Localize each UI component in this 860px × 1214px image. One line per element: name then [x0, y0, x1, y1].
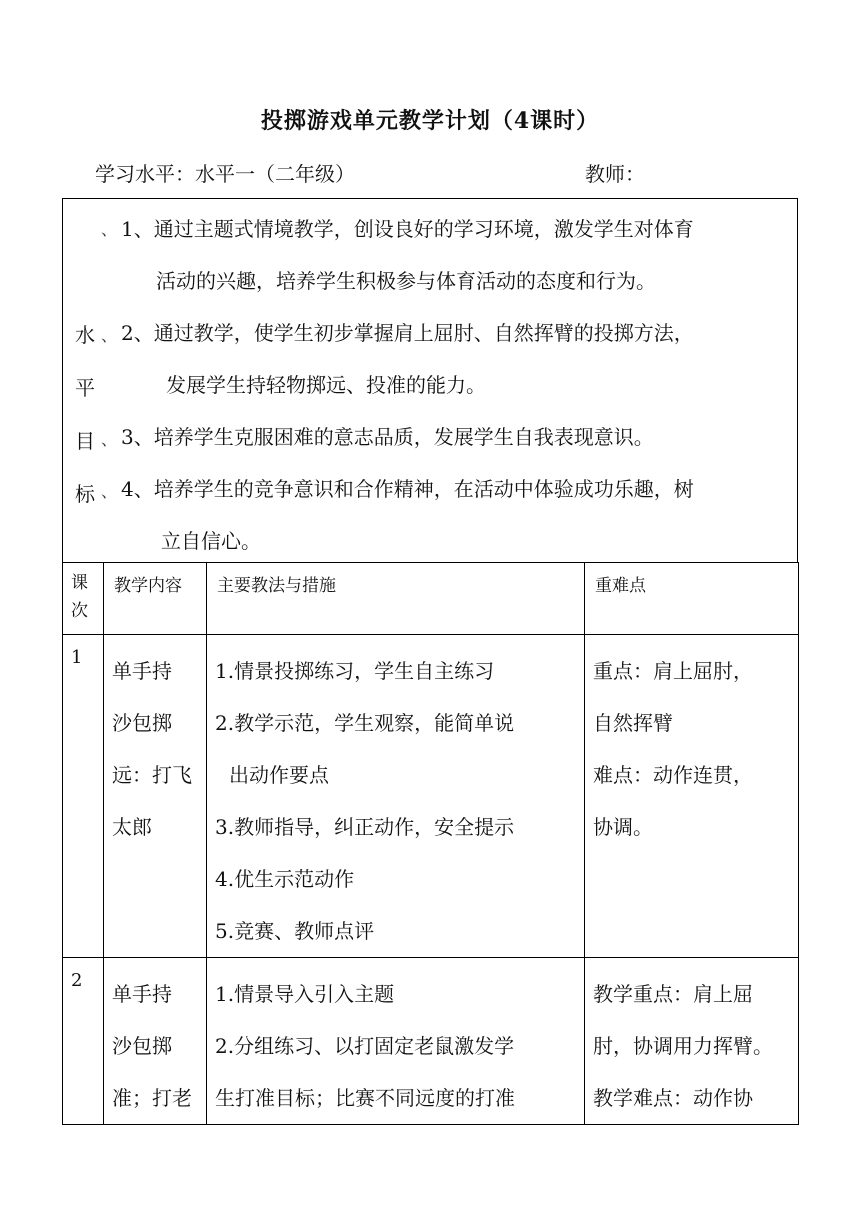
- table-row: [63, 958, 799, 1125]
- table-header-row: [63, 563, 799, 635]
- objectives-box: [62, 198, 798, 563]
- side-char: 目: [75, 429, 95, 453]
- lesson-key-points: 教学重点：肩上屈 肘，协调用力挥臂。 教学难点：动作协: [585, 958, 799, 1125]
- bullet-mark: 、: [101, 482, 118, 501]
- lesson-methods: 1.情景投掷练习，学生自主练习 2.教学示范，学生观察，能简单说 出动作要点 3.教师指导，纠正动作，安全提示 4.优生示范动作 5.竞赛、教师点评: [207, 635, 585, 958]
- header-key-points: 重难点: [585, 563, 799, 635]
- lesson-content: 单手持 沙包掷 远：打飞 太郎: [104, 635, 207, 958]
- bullet-mark: 、: [101, 430, 118, 449]
- objective-line: 活动的兴趣，培养学生积极参与体育活动的态度和行为。: [156, 269, 656, 293]
- lesson-index: 2: [63, 958, 104, 1125]
- lesson-content: 单手持 沙包掷 准；打老: [104, 958, 207, 1125]
- objective-line: 3、培养学生克服困难的意志品质，发展学生自我表现意识。: [121, 425, 654, 449]
- table-row: [63, 635, 799, 958]
- header-methods: 主要教法与措施: [207, 563, 585, 635]
- header-content: 教学内容: [104, 563, 207, 635]
- bullet-mark: 、: [101, 326, 118, 345]
- bullet-mark: 、: [101, 220, 118, 239]
- objective-line: 2、通过教学，使学生初步掌握肩上屈肘、自然挥臂的投掷方法，: [121, 321, 694, 345]
- lesson-index: 1: [63, 635, 104, 958]
- document-title: 投掷游戏单元教学计划（4课时）: [260, 108, 600, 134]
- lesson-table: [62, 562, 799, 1125]
- objective-line: 1、通过主题式情境教学，创设良好的学习环境，激发学生对体育: [121, 217, 694, 241]
- objectives-side-label: [75, 309, 101, 521]
- side-char: 标: [75, 482, 95, 506]
- header-lesson-number: 课次: [63, 563, 104, 635]
- side-char: 平: [75, 376, 95, 400]
- lesson-key-points: 重点：肩上屈肘， 自然挥臂 难点：动作连贯， 协调。: [585, 635, 799, 958]
- learning-level: 学习水平：水平一（二年级）: [95, 162, 355, 186]
- objective-line: 立自信心。: [161, 529, 261, 553]
- objective-line: 发展学生持轻物掷远、投准的能力。: [166, 373, 486, 397]
- lesson-methods: 1.情景导入引入主题 2.分组练习、以打固定老鼠激发学 生打准目标；比赛不同远度的打准: [207, 958, 585, 1125]
- teacher-label: 教师：: [585, 162, 645, 186]
- objective-line: 4、培养学生的竞争意识和合作精神，在活动中体验成功乐趣，树: [121, 477, 694, 501]
- side-char: 水: [75, 323, 95, 347]
